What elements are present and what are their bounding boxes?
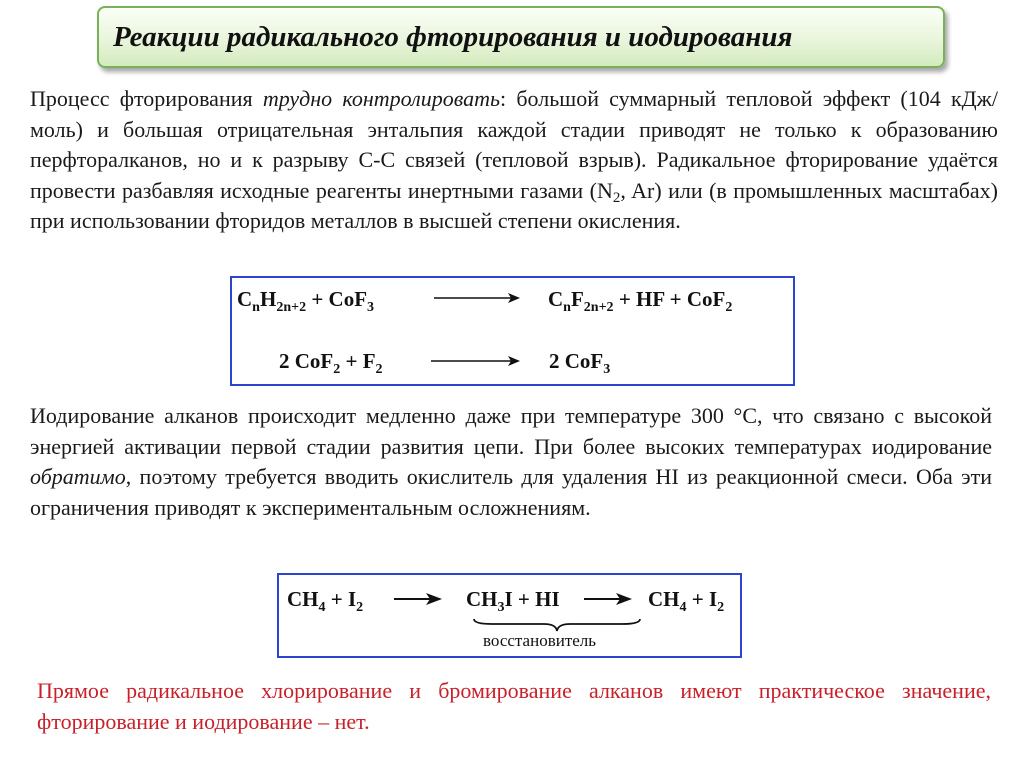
text-run: + CoF bbox=[306, 287, 368, 311]
reaction-arrow bbox=[584, 591, 634, 607]
subscript: 3 bbox=[497, 600, 505, 615]
subscript: 2 bbox=[375, 362, 383, 377]
eq2-intermediate bbox=[466, 587, 560, 615]
text-run: Иодирование алканов происходит медленно даже при температуре 300 °С, что связано с высокой энергией активации первой стадии развития цепи. При более высоких температурах иодирование bbox=[30, 403, 992, 459]
subscript: n bbox=[563, 300, 571, 315]
text-run: 2 CoF bbox=[279, 349, 334, 373]
iodination-paragraph bbox=[30, 401, 992, 523]
emphasis: трудно контролировать bbox=[262, 86, 500, 111]
subscript: 3 bbox=[603, 362, 611, 377]
eq2-products bbox=[648, 587, 725, 615]
text-run: F bbox=[570, 287, 584, 311]
reaction-arrow bbox=[431, 353, 522, 369]
emphasis: обратимо bbox=[30, 464, 126, 489]
text-run: C bbox=[237, 287, 253, 311]
text-run: C bbox=[548, 287, 564, 311]
text-run: : большой суммарный тепловой эффект (104 кДж/моль) и большая отрицательная энтальпия каждой стадии приводят не только к образованию перфторалканов, но и к разрыву С-С связей (тепловой взрыв). Радикальное фторирование удаётся провести разбавляя исходные реагенты инертными газами (N bbox=[30, 86, 998, 203]
subscript: n bbox=[252, 300, 260, 315]
subscript: 2 bbox=[612, 189, 621, 206]
slide-title: Реакции радикального фторирования и иодирования bbox=[113, 21, 793, 53]
text-run: , Ar) или (в промышленных масштабах) при использовании фторидов металлов в высшей степени окисления. bbox=[30, 177, 998, 233]
eq1-row1-products bbox=[548, 287, 733, 315]
subscript: 2n+2 bbox=[583, 300, 614, 315]
eq1-row1-reactants bbox=[237, 287, 375, 315]
text-run: CH bbox=[287, 587, 319, 611]
text-run: H bbox=[259, 287, 277, 311]
text-run: Процесс фторирования bbox=[30, 86, 263, 111]
eq2-reactants bbox=[287, 587, 364, 615]
eq1-row2-products bbox=[549, 349, 611, 377]
reaction-arrow bbox=[394, 591, 444, 607]
text-run: + HF + CoF bbox=[613, 287, 726, 311]
subscript: 2n+2 bbox=[276, 300, 307, 315]
subscript: 4 bbox=[679, 600, 687, 615]
reducer-label: восстановитель bbox=[483, 631, 597, 650]
text-run: I + HI bbox=[504, 587, 560, 611]
subscript: 2 bbox=[333, 362, 341, 377]
text-run: + I bbox=[325, 587, 357, 611]
subscript: 2 bbox=[356, 600, 364, 615]
text-run: , поэтому требуется вводить окислитель для удаления HI из реакционной смеси. Оба эти ограничения приводят к экспериментальным осложнениям. bbox=[30, 464, 992, 520]
text-run: CH bbox=[466, 587, 498, 611]
text-run: + F bbox=[340, 349, 376, 373]
conclusion-note: Прямое радикальное хлорирование и бромирование алканов имеют практическое значение, фторирование и иодирование – нет. bbox=[37, 678, 991, 734]
subscript: 3 bbox=[367, 300, 375, 315]
subscript: 2 bbox=[725, 300, 733, 315]
text-run: 2 CoF bbox=[549, 349, 604, 373]
eq1-row2-reactants bbox=[279, 349, 383, 377]
fluorination-paragraph bbox=[30, 84, 998, 237]
subscript: 2 bbox=[717, 600, 725, 615]
text-run: CH bbox=[648, 587, 680, 611]
text-run: + I bbox=[686, 587, 718, 611]
subscript: 4 bbox=[318, 600, 326, 615]
reaction-arrow bbox=[434, 290, 522, 306]
